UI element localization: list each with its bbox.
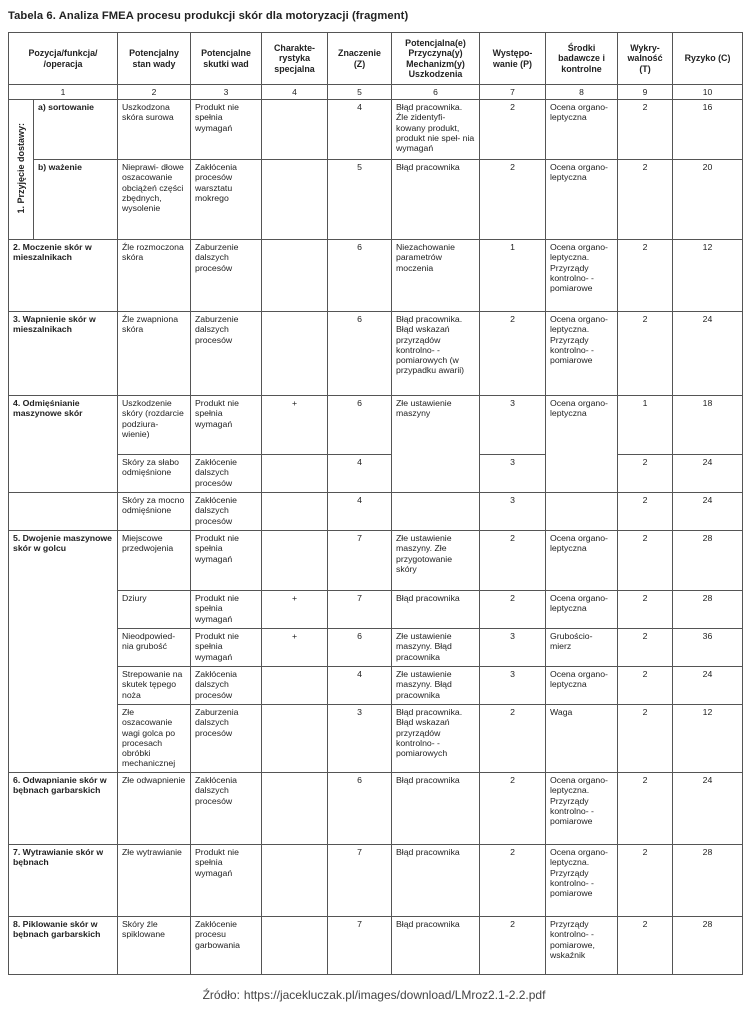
special-cell (262, 100, 328, 160)
control-cell: Ocena organo- leptyczna (546, 396, 618, 493)
detection-cell: 2 (618, 629, 673, 667)
effect-cell: Zakłócenie procesu garbowania (191, 917, 262, 975)
table-row (9, 493, 743, 531)
defect-cell: Złe oszacowanie wagi golca po procesach obróbki mechanicznej (118, 705, 191, 773)
control-cell: Ocena organo- leptyczna. Przyrządy kontrolno- -pomiarowe (546, 845, 618, 917)
defect-cell: Dziury (118, 591, 191, 629)
col-number: 10 (673, 85, 743, 100)
risk-cell: 12 (673, 705, 743, 773)
table-row (9, 160, 743, 240)
table-row (9, 396, 743, 455)
severity-cell: 4 (328, 493, 392, 531)
cause-cell: Błąd pracownika (392, 160, 480, 240)
header-detection: Wykry- walność (T) (618, 33, 673, 85)
effect-cell: Zaburzenia dalszych procesów (191, 705, 262, 773)
table-row (9, 100, 743, 160)
detection-cell: 2 (618, 917, 673, 975)
col-number: 8 (546, 85, 618, 100)
occurrence-cell: 2 (480, 845, 546, 917)
source-url: https://jacekluczak.pl/images/download/LMroz2.1-2.2.pdf (243, 988, 546, 1002)
detection-cell: 2 (618, 591, 673, 629)
operation-cell: 4. Odmięśnianie maszynowe skór (9, 396, 118, 493)
effect-cell: Zakłócenia dalszych procesów (191, 773, 262, 845)
table-row (9, 845, 743, 917)
operation-cell: 5. Dwojenie maszynowe skór w golcu (9, 531, 118, 773)
header-defect: Potencjalny stan wady (118, 33, 191, 85)
cause-cell: Błąd pracownika. Błąd wskazań przyrządów kontrolno- -pomiarowych (w przypadku awarii) (392, 312, 480, 396)
occurrence-cell: 3 (480, 493, 546, 531)
control-cell: Ocena organo- leptyczna (546, 160, 618, 240)
occurrence-cell: 2 (480, 591, 546, 629)
detection-cell: 2 (618, 493, 673, 531)
source-caption (0, 988, 752, 1002)
severity-cell: 4 (328, 455, 392, 493)
col-number: 1 (9, 85, 118, 100)
risk-cell: 18 (673, 396, 743, 455)
detection-cell: 2 (618, 240, 673, 312)
special-cell (262, 845, 328, 917)
cause-cell: Złe ustawienie maszyny. Błąd pracownika (392, 667, 480, 705)
severity-cell: 6 (328, 312, 392, 396)
severity-cell: 6 (328, 773, 392, 845)
risk-cell: 28 (673, 917, 743, 975)
table-row (9, 773, 743, 845)
cause-cell: Błąd pracownika (392, 773, 480, 845)
source-label: Źródło: (202, 988, 240, 1002)
cause-cell: Błąd pracownika (392, 917, 480, 975)
control-cell: Grubościo- mierz (546, 629, 618, 667)
operation-cell: 3. Wapnienie skór w mieszalnikach (9, 312, 118, 396)
occurrence-cell: 1 (480, 240, 546, 312)
effect-cell: Zakłócenia procesów warsztatu mokrego (191, 160, 262, 240)
table-row (9, 917, 743, 975)
effect-cell: Produkt nie spełnia wymagań (191, 845, 262, 917)
header-cause: Potencjalna(e) Przyczyna(y) Mechanizm(y) Uszkodzenia (392, 33, 480, 85)
defect-cell: Źle zwapniona skóra (118, 312, 191, 396)
col-number: 5 (328, 85, 392, 100)
severity-cell: 7 (328, 591, 392, 629)
risk-cell: 24 (673, 773, 743, 845)
special-cell: + (262, 629, 328, 667)
severity-cell: 3 (328, 705, 392, 773)
detection-cell: 2 (618, 531, 673, 591)
special-cell: + (262, 591, 328, 629)
control-cell (546, 493, 618, 531)
col-number: 4 (262, 85, 328, 100)
special-cell: + (262, 396, 328, 455)
defect-cell: Strepowanie na skutek tępego noża (118, 667, 191, 705)
col-number: 9 (618, 85, 673, 100)
group-label-delivery: 1. Przyjęcie dostawy: (9, 100, 34, 240)
effect-cell: Zakłócenie dalszych procesów (191, 455, 262, 493)
cause-cell: Złe ustawienie maszyny. Złe przygotowanie skóry (392, 531, 480, 591)
risk-cell: 16 (673, 100, 743, 160)
header-occurrence: Występo- wanie (P) (480, 33, 546, 85)
risk-cell: 24 (673, 455, 743, 493)
detection-cell: 2 (618, 160, 673, 240)
table-row (9, 312, 743, 396)
table-row (9, 240, 743, 312)
control-cell: Ocena organo- leptyczna (546, 531, 618, 591)
detection-cell: 2 (618, 773, 673, 845)
special-cell (262, 917, 328, 975)
defect-cell: Uszkodzona skóra surowa (118, 100, 191, 160)
special-cell (262, 531, 328, 591)
occurrence-cell: 3 (480, 396, 546, 455)
column-number-row (9, 85, 743, 100)
occurrence-cell: 2 (480, 312, 546, 396)
effect-cell: Zaburzenie dalszych procesów (191, 240, 262, 312)
special-cell (262, 240, 328, 312)
operation-cell: b) ważenie (34, 160, 118, 240)
table-row (9, 629, 743, 667)
cause-cell: Błąd pracownika (392, 591, 480, 629)
defect-cell: Nieodpowied- nia grubość (118, 629, 191, 667)
severity-cell: 6 (328, 240, 392, 312)
severity-cell: 4 (328, 100, 392, 160)
severity-cell: 7 (328, 845, 392, 917)
control-cell: Ocena organo- leptyczna. Przyrządy kontrolno- -pomiarowe (546, 312, 618, 396)
header-special: Charakte- rystyka specjalna (262, 33, 328, 85)
risk-cell: 28 (673, 531, 743, 591)
risk-cell: 28 (673, 591, 743, 629)
col-number: 7 (480, 85, 546, 100)
special-cell (262, 705, 328, 773)
operation-cell: 8. Piklowanie skór w bębnach garbarskich (9, 917, 118, 975)
severity-cell: 4 (328, 667, 392, 705)
special-cell (262, 160, 328, 240)
severity-cell: 7 (328, 917, 392, 975)
cause-cell: Złe ustawienie maszyny. Błąd pracownika (392, 629, 480, 667)
occurrence-cell: 3 (480, 629, 546, 667)
effect-cell: Produkt nie spełnia wymagań (191, 396, 262, 455)
detection-cell: 2 (618, 667, 673, 705)
cause-cell: Złe ustawienie maszyny (392, 396, 480, 493)
risk-cell: 20 (673, 160, 743, 240)
col-number: 6 (392, 85, 480, 100)
occurrence-cell: 2 (480, 100, 546, 160)
detection-cell: 1 (618, 396, 673, 455)
cause-cell (392, 493, 480, 531)
occurrence-cell: 2 (480, 705, 546, 773)
operation-cell: 2. Moczenie skór w mieszalnikach (9, 240, 118, 312)
header-risk: Ryzyko (C) (673, 33, 743, 85)
fmea-table (8, 32, 743, 975)
special-cell (262, 667, 328, 705)
control-cell: Waga (546, 705, 618, 773)
effect-cell: Zakłócenie dalszych procesów (191, 493, 262, 531)
special-cell (262, 773, 328, 845)
table-row (9, 531, 743, 591)
defect-cell: Miejscowe przedwojenia (118, 531, 191, 591)
risk-cell: 24 (673, 493, 743, 531)
control-cell: Ocena organo- leptyczna (546, 591, 618, 629)
risk-cell: 12 (673, 240, 743, 312)
control-cell: Ocena organo- leptyczna. Przyrządy kontrolno- -pomiarowe (546, 773, 618, 845)
defect-cell: Złe odwapnienie (118, 773, 191, 845)
effect-cell: Produkt nie spełnia wymagań (191, 629, 262, 667)
occurrence-cell: 3 (480, 455, 546, 493)
occurrence-cell: 2 (480, 917, 546, 975)
risk-cell: 36 (673, 629, 743, 667)
table-row (9, 705, 743, 773)
detection-cell: 2 (618, 100, 673, 160)
cause-cell: Błąd pracownika. Błąd wskazań przyrządów kontrolno- -pomiarowych (392, 705, 480, 773)
occurrence-cell: 2 (480, 160, 546, 240)
table-title: Tabela 6. Analiza FMEA procesu produkcji skór dla motoryzacji (fragment) (8, 10, 409, 22)
table-row (9, 455, 743, 493)
occurrence-cell: 2 (480, 531, 546, 591)
header-operation: Pozycja/funkcja/ /operacja (9, 33, 118, 85)
detection-cell: 2 (618, 845, 673, 917)
control-cell: Ocena organo- leptyczna (546, 667, 618, 705)
col-number: 3 (191, 85, 262, 100)
table-row (9, 591, 743, 629)
risk-cell: 28 (673, 845, 743, 917)
detection-cell: 2 (618, 312, 673, 396)
cause-cell: Niezachowanie parametrów moczenia (392, 240, 480, 312)
header-row (9, 33, 743, 85)
effect-cell: Produkt nie spełnia wymagań (191, 591, 262, 629)
effect-cell: Zaburzenie dalszych procesów (191, 312, 262, 396)
severity-cell: 6 (328, 629, 392, 667)
table-row (9, 667, 743, 705)
occurrence-cell: 3 (480, 667, 546, 705)
effect-cell: Produkt nie spełnia wymagań (191, 100, 262, 160)
operation-cell: 6. Odwapnianie skór w bębnach garbarskich (9, 773, 118, 845)
effect-cell: Zakłócenia dalszych procesów (191, 667, 262, 705)
occurrence-cell: 2 (480, 773, 546, 845)
defect-cell: Skóry za słabo odmięśnione (118, 455, 191, 493)
defect-cell: Uszkodzenie skóry (rozdarcie podziura- wienie) (118, 396, 191, 455)
defect-cell: Źle rozmoczona skóra (118, 240, 191, 312)
header-effect: Potencjalne skutki wad (191, 33, 262, 85)
cause-cell: Błąd pracownika (392, 845, 480, 917)
defect-cell: Skóry za mocno odmięśnione (118, 493, 191, 531)
header-control: Środki badawcze i kontrolne (546, 33, 618, 85)
special-cell (262, 493, 328, 531)
severity-cell: 6 (328, 396, 392, 455)
operation-cell (9, 493, 118, 531)
col-number: 2 (118, 85, 191, 100)
risk-cell: 24 (673, 667, 743, 705)
special-cell (262, 455, 328, 493)
detection-cell: 2 (618, 455, 673, 493)
operation-cell: a) sortowanie (34, 100, 118, 160)
special-cell (262, 312, 328, 396)
detection-cell: 2 (618, 705, 673, 773)
risk-cell: 24 (673, 312, 743, 396)
defect-cell: Skóry źle spiklowane (118, 917, 191, 975)
operation-cell: 7. Wytrawianie skór w bębnach (9, 845, 118, 917)
control-cell: Ocena organo- leptyczna. Przyrządy kontrolno- -pomiarowe (546, 240, 618, 312)
header-severity: Znaczenie (Z) (328, 33, 392, 85)
effect-cell: Produkt nie spełnia wymagań (191, 531, 262, 591)
severity-cell: 7 (328, 531, 392, 591)
cause-cell: Błąd pracownika. Źle zidentyfi- kowany produkt, produkt nie speł- nia wymagań (392, 100, 480, 160)
defect-cell: Nieprawi- dłowe oszacowanie obciążeń części zbędnych, wysolenie (118, 160, 191, 240)
control-cell: Ocena organo- leptyczna (546, 100, 618, 160)
control-cell: Przyrządy kontrolno- -pomiarowe, wskaźnik (546, 917, 618, 975)
defect-cell: Złe wytrawianie (118, 845, 191, 917)
severity-cell: 5 (328, 160, 392, 240)
